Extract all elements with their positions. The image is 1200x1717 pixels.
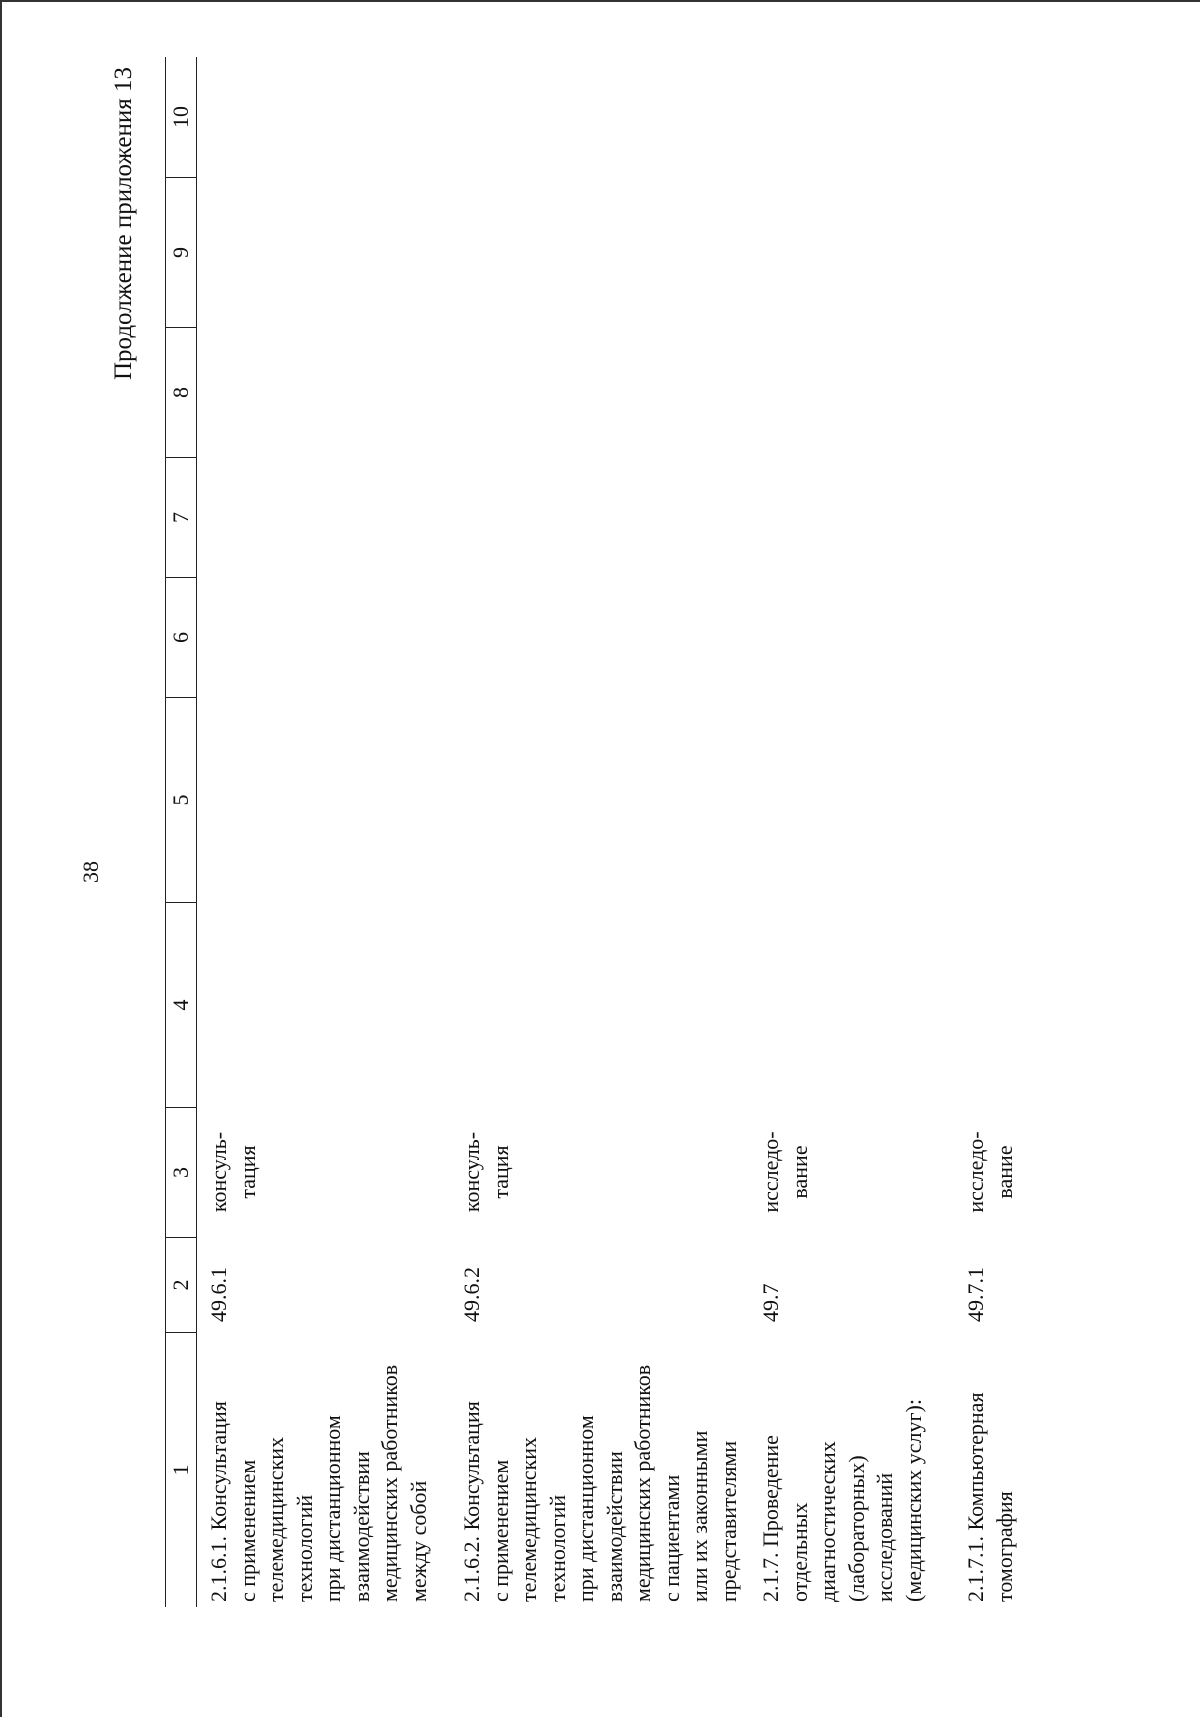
row-4-code: 49.7.1: [963, 1267, 988, 1322]
header-cell-2: 2: [166, 1237, 196, 1332]
row-1-code: 49.6.1: [206, 1267, 231, 1322]
row-2-code: 49.6.2: [459, 1267, 484, 1322]
row-3-code: 49.7: [758, 1283, 783, 1322]
row-4-unit: исследо- вание: [963, 1131, 1017, 1213]
page-number: 38: [78, 861, 103, 883]
header-cell-5: 5: [166, 697, 196, 902]
row-1-unit: консуль- тация: [206, 1131, 260, 1213]
header-cell-9: 9: [166, 177, 196, 327]
row-2-name: 2.1.6.2. Консультация с применением телемедицинских технологий при дистанционном взаимодействии медицинских работников с пациентами или их законными представителями: [459, 1364, 741, 1602]
row-1-name: 2.1.6.1. Консультация с применением телемедицинских технологий при дистанционном взаимодействии медицинских работников между собой: [206, 1364, 431, 1602]
header-cell-1: 1: [166, 1332, 196, 1607]
continuation-heading: Продолжение приложения 13: [110, 67, 137, 381]
header-cell-10: 10: [168, 106, 193, 128]
row-4-name: 2.1.7.1. Компьютерная томография: [963, 1392, 1017, 1602]
header-cell-7: 7: [166, 457, 196, 577]
row-3-name: 2.1.7. Проведение отдельных диагностических (лабораторных) исследований (медицинских услуг):: [758, 1399, 926, 1602]
header-cell-4: 4: [166, 902, 196, 1107]
header-cell-8: 8: [166, 327, 196, 457]
table-header-row: [165, 57, 197, 1607]
header-cell-3: 3: [166, 1107, 196, 1237]
header-cell-6: 6: [166, 577, 196, 697]
row-2-unit: консуль- тация: [459, 1131, 513, 1213]
row-3-unit: исследо- вание: [758, 1131, 812, 1213]
